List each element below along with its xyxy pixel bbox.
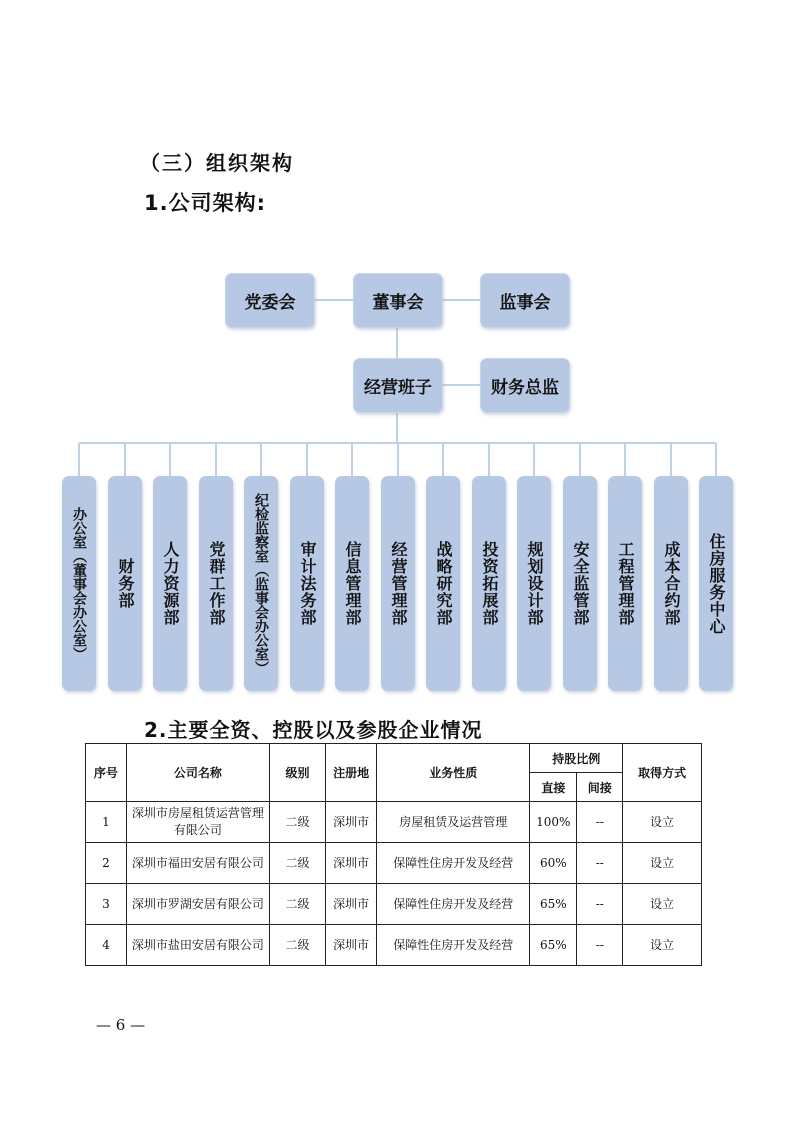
cell-seq: 3 xyxy=(86,884,127,925)
cell-level: 二级 xyxy=(269,925,325,966)
cell-seq: 1 xyxy=(86,802,127,843)
org-dept-label: 投资拓展部 xyxy=(480,541,499,626)
org-dept-box xyxy=(244,476,278,691)
cell-indirect: -- xyxy=(577,884,623,925)
org-dept-label: 纪检监察室（监事会办公室） xyxy=(253,492,269,675)
cell-company-name: 深圳市盐田安居有限公司 xyxy=(126,925,269,966)
cell-place: 深圳市 xyxy=(326,884,377,925)
org-dept-label: 战略研究部 xyxy=(434,541,453,626)
org-dept-label: 审计法务部 xyxy=(298,541,317,626)
table-row xyxy=(86,802,702,843)
section-heading: （三）组织架构 xyxy=(140,151,294,175)
org-dept-label: 住房服务中心 xyxy=(707,532,726,635)
cell-company-name: 深圳市房屋租赁运营管理有限公司 xyxy=(126,802,269,843)
org-dept-box xyxy=(381,476,415,691)
org-box-cfo: 财务总监 xyxy=(480,358,570,413)
header-seq: 序号 xyxy=(86,744,127,802)
org-dept-box xyxy=(654,476,688,691)
org-dept-label: 工程管理部 xyxy=(616,541,635,626)
org-dept-box xyxy=(153,476,187,691)
org-dept-box xyxy=(290,476,324,691)
header-company-name: 公司名称 xyxy=(126,744,269,802)
cell-method: 设立 xyxy=(623,802,702,843)
org-dept-box xyxy=(335,476,369,691)
org-box-management: 经营班子 xyxy=(353,358,443,413)
org-dept-label: 成本合约部 xyxy=(662,541,681,626)
cell-level: 二级 xyxy=(269,843,325,884)
cell-company-name: 深圳市福田安居有限公司 xyxy=(126,843,269,884)
header-business: 业务性质 xyxy=(377,744,530,802)
cell-indirect: -- xyxy=(577,925,623,966)
org-dept-label: 办公室（董事会办公室） xyxy=(71,506,87,661)
companies-table xyxy=(85,743,702,966)
header-level: 级别 xyxy=(269,744,325,802)
org-box-board: 董事会 xyxy=(353,273,443,328)
org-dept-box xyxy=(563,476,597,691)
org-dept-box xyxy=(426,476,460,691)
org-dept-box xyxy=(472,476,506,691)
cell-business: 保障性住房开发及经营 xyxy=(377,843,530,884)
org-dept-label: 信息管理部 xyxy=(343,541,362,626)
header-direct: 直接 xyxy=(530,773,577,802)
org-dept-box xyxy=(199,476,233,691)
table-row xyxy=(86,925,702,966)
org-dept-box xyxy=(108,476,142,691)
cell-place: 深圳市 xyxy=(326,843,377,884)
cell-level: 二级 xyxy=(269,802,325,843)
org-dept-label: 规划设计部 xyxy=(525,541,544,626)
org-box-supervisors: 监事会 xyxy=(480,273,570,328)
org-dept-label: 人力资源部 xyxy=(161,541,180,626)
header-registered-place: 注册地 xyxy=(326,744,377,802)
org-dept-label: 党群工作部 xyxy=(207,541,226,626)
cell-direct: 65% xyxy=(530,925,577,966)
cell-place: 深圳市 xyxy=(326,925,377,966)
page-number: — 6 — xyxy=(96,1016,146,1034)
org-dept-box xyxy=(699,476,733,691)
cell-business: 保障性住房开发及经营 xyxy=(377,884,530,925)
cell-method: 设立 xyxy=(623,843,702,884)
org-box-party-committee: 党委会 xyxy=(225,273,315,328)
org-dept-label: 经营管理部 xyxy=(389,541,408,626)
cell-direct: 100% xyxy=(530,802,577,843)
header-method: 取得方式 xyxy=(623,744,702,802)
org-dept-box xyxy=(608,476,642,691)
table-row xyxy=(86,884,702,925)
cell-direct: 65% xyxy=(530,884,577,925)
cell-business: 房屋租赁及运营管理 xyxy=(377,802,530,843)
header-shareholding: 持股比例 xyxy=(530,744,623,773)
cell-method: 设立 xyxy=(623,884,702,925)
cell-level: 二级 xyxy=(269,884,325,925)
cell-indirect: -- xyxy=(577,802,623,843)
cell-direct: 60% xyxy=(530,843,577,884)
subsection-companies-title: 2.主要全资、控股以及参股企业情况 xyxy=(144,718,483,742)
cell-business: 保障性住房开发及经营 xyxy=(377,925,530,966)
org-dept-label: 财务部 xyxy=(116,558,135,609)
header-indirect: 间接 xyxy=(577,773,623,802)
cell-indirect: -- xyxy=(577,843,623,884)
table-row xyxy=(86,843,702,884)
subsection-org-title: 1.公司架构: xyxy=(144,191,266,215)
cell-place: 深圳市 xyxy=(326,802,377,843)
org-dept-box xyxy=(62,476,96,691)
cell-method: 设立 xyxy=(623,925,702,966)
org-dept-label: 安全监管部 xyxy=(571,541,590,626)
cell-company-name: 深圳市罗湖安居有限公司 xyxy=(126,884,269,925)
cell-seq: 2 xyxy=(86,843,127,884)
org-dept-box xyxy=(517,476,551,691)
cell-seq: 4 xyxy=(86,925,127,966)
